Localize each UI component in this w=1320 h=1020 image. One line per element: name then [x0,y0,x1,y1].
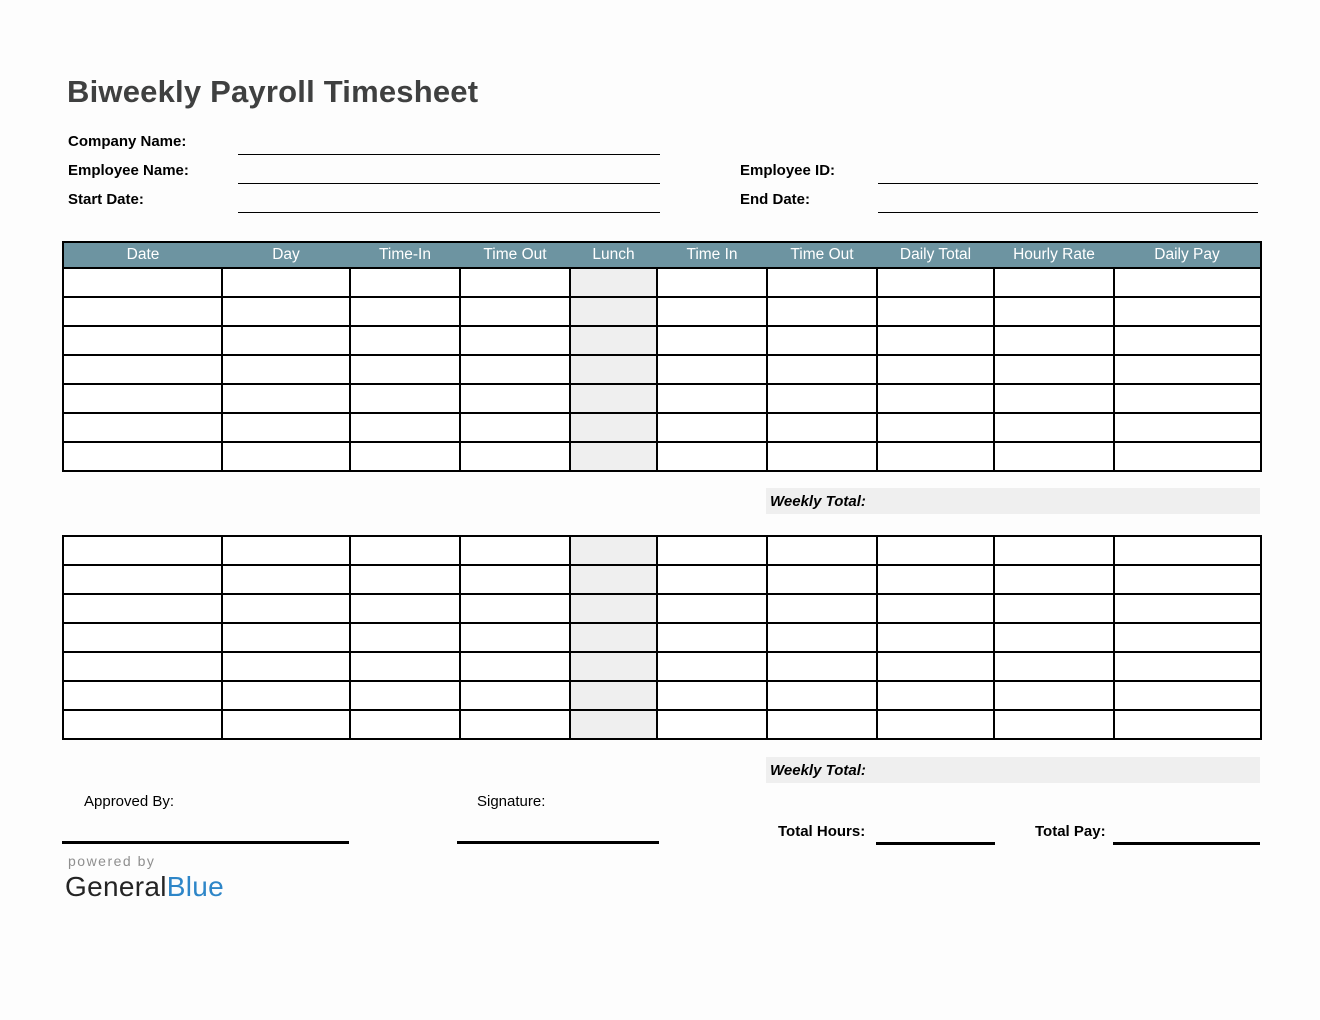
timesheet-cell[interactable] [460,442,570,471]
timesheet-cell[interactable] [994,623,1114,652]
timesheet-cell[interactable] [1114,710,1261,739]
timesheet-cell[interactable] [350,326,460,355]
employee-name-field[interactable] [238,164,660,184]
timesheet-cell[interactable] [350,710,460,739]
timesheet-cell[interactable] [657,565,767,594]
timesheet-cell[interactable] [460,594,570,623]
timesheet-cell[interactable] [460,710,570,739]
table-row [63,326,1261,355]
timesheet-cell[interactable] [657,681,767,710]
timesheet-cell[interactable] [222,355,350,384]
timesheet-cell[interactable] [1114,536,1261,565]
timesheet-cell[interactable] [994,355,1114,384]
logo-text-general: General [65,871,167,902]
powered-by-text: powered by [68,853,156,869]
timesheet-cell[interactable] [460,268,570,297]
column-header-day: Day [222,242,350,268]
timesheet-cell[interactable] [63,652,222,681]
table-row [63,652,1261,681]
employee-id-label: Employee ID: [740,162,836,179]
column-header-daily-total: Daily Total [877,242,994,268]
logo-text-blue: Blue [166,871,224,902]
timesheet-cell[interactable] [877,652,994,681]
timesheet-cell[interactable] [767,355,877,384]
timesheet-cell[interactable] [1114,268,1261,297]
timesheet-cell[interactable] [657,355,767,384]
column-header-lunch: Lunch [570,242,657,268]
timesheet-cell[interactable] [877,384,994,413]
timesheet-cell[interactable] [994,442,1114,471]
weekly-total-label: Weekly Total: [770,761,866,779]
timesheet-cell[interactable] [222,442,350,471]
timesheet-cell[interactable] [994,384,1114,413]
timesheet-cell[interactable] [1114,442,1261,471]
timesheet-cell[interactable] [222,594,350,623]
timesheet-cell[interactable] [460,681,570,710]
timesheet-cell[interactable] [350,536,460,565]
column-header-time-in: Time-In [350,242,460,268]
table-row [63,413,1261,442]
timesheet-cell[interactable] [994,652,1114,681]
timesheet-cell[interactable] [767,681,877,710]
timesheet-cell[interactable] [877,268,994,297]
timesheet-cell[interactable] [1114,681,1261,710]
timesheet-cell[interactable] [994,710,1114,739]
timesheet-cell[interactable] [570,623,657,652]
timesheet-cell[interactable] [657,326,767,355]
table-row [63,297,1261,326]
column-header-time-out: Time Out [767,242,877,268]
timesheet-cell[interactable] [222,326,350,355]
timesheet-cell[interactable] [767,442,877,471]
timesheet-cell[interactable] [657,413,767,442]
timesheet-cell[interactable] [350,652,460,681]
total-pay-field[interactable] [1113,825,1260,845]
timesheet-cell[interactable] [350,413,460,442]
timesheet-cell[interactable] [350,565,460,594]
column-header-row [63,242,1261,268]
timesheet-cell[interactable] [570,681,657,710]
timesheet-cell[interactable] [570,442,657,471]
timesheet-cell[interactable] [657,536,767,565]
start-date-label: Start Date: [68,191,144,208]
timesheet-cell[interactable] [63,355,222,384]
table-row [63,594,1261,623]
timesheet-cell[interactable] [1114,565,1261,594]
column-header-date: Date [63,242,222,268]
timesheet-cell[interactable] [1114,623,1261,652]
timesheet-cell[interactable] [460,536,570,565]
total-hours-label: Total Hours: [778,823,866,840]
timesheet-cell[interactable] [877,594,994,623]
timesheet-cell[interactable] [994,268,1114,297]
timesheet-cell[interactable] [460,297,570,326]
timesheet-cell[interactable] [994,413,1114,442]
timesheet-cell[interactable] [63,681,222,710]
timesheet-cell[interactable] [460,384,570,413]
timesheet-cell[interactable] [767,652,877,681]
timesheet-cell[interactable] [1114,413,1261,442]
total-hours-field[interactable] [876,825,995,845]
timesheet-cell[interactable] [994,594,1114,623]
timesheet-cell[interactable] [63,442,222,471]
column-header-daily-pay: Daily Pay [1114,242,1261,268]
timesheet-cell[interactable] [350,268,460,297]
timesheet-cell[interactable] [222,565,350,594]
signature-label: Signature: [477,793,546,810]
timesheet-cell[interactable] [63,536,222,565]
table-row [63,384,1261,413]
timesheet-cell[interactable] [767,297,877,326]
timesheet-cell[interactable] [657,710,767,739]
weekly-total-row-1 [766,488,1260,514]
timesheet-cell[interactable] [1114,652,1261,681]
weekly-total-row-2 [766,757,1260,783]
timesheet-cell[interactable] [63,594,222,623]
timesheet-cell[interactable] [877,297,994,326]
table-row [63,536,1261,565]
timesheet-cell[interactable] [994,536,1114,565]
signature-field[interactable] [457,824,659,844]
company-name-label: Company Name: [68,133,187,150]
timesheet-cell[interactable] [350,623,460,652]
timesheet-cell[interactable] [63,326,222,355]
company-name-field[interactable] [238,135,660,155]
page-title: Biweekly Payroll Timesheet [67,74,479,109]
timesheet-cell[interactable] [657,384,767,413]
column-header-time-in: Time In [657,242,767,268]
timesheet-cell[interactable] [657,623,767,652]
timesheet-cell[interactable] [994,681,1114,710]
table-row [63,565,1261,594]
timesheet-cell[interactable] [460,652,570,681]
end-date-label: End Date: [740,191,811,208]
timesheet-cell[interactable] [657,594,767,623]
timesheet-cell[interactable] [994,565,1114,594]
approved-by-field[interactable] [62,824,349,844]
timesheet-cell[interactable] [767,594,877,623]
timesheet-cell[interactable] [570,536,657,565]
timesheet-cell[interactable] [877,710,994,739]
timesheet-cell[interactable] [657,652,767,681]
table-row [63,268,1261,297]
timesheet-cell[interactable] [570,594,657,623]
timesheet-cell[interactable] [222,413,350,442]
timesheet-cell[interactable] [222,652,350,681]
start-date-field[interactable] [238,193,660,213]
timesheet-cell[interactable] [1114,297,1261,326]
timesheet-cell[interactable] [222,623,350,652]
timesheet-cell[interactable] [570,355,657,384]
timesheet-week-1-table [62,241,1262,472]
timesheet-cell[interactable] [222,268,350,297]
approved-by-label: Approved By: [84,793,175,810]
timesheet-cell[interactable] [877,536,994,565]
timesheet-cell[interactable] [350,297,460,326]
column-header-time-out: Time Out [460,242,570,268]
timesheet-cell[interactable] [460,623,570,652]
generalblue-logo [65,871,224,903]
timesheet-cell[interactable] [570,268,657,297]
timesheet-cell[interactable] [877,623,994,652]
timesheet-cell[interactable] [350,594,460,623]
timesheet-cell[interactable] [222,384,350,413]
timesheet-cell[interactable] [767,565,877,594]
timesheet-cell[interactable] [570,710,657,739]
timesheet-cell[interactable] [63,268,222,297]
timesheet-cell[interactable] [994,326,1114,355]
timesheet-cell[interactable] [657,268,767,297]
table-row [63,355,1261,384]
timesheet-cell[interactable] [63,710,222,739]
timesheet-cell[interactable] [877,326,994,355]
timesheet-cell[interactable] [222,710,350,739]
end-date-field[interactable] [878,193,1258,213]
timesheet-cell[interactable] [222,297,350,326]
timesheet-cell[interactable] [63,565,222,594]
employee-name-label: Employee Name: [68,162,189,179]
timesheet-cell[interactable] [350,442,460,471]
timesheet-cell[interactable] [570,652,657,681]
timesheet-cell[interactable] [767,413,877,442]
table-row [63,442,1261,471]
timesheet-cell[interactable] [767,536,877,565]
table-row [63,710,1261,739]
timesheet-cell[interactable] [460,413,570,442]
timesheet-cell[interactable] [63,384,222,413]
timesheet-cell[interactable] [657,442,767,471]
timesheet-cell[interactable] [350,355,460,384]
timesheet-cell[interactable] [460,565,570,594]
timesheet-cell[interactable] [570,297,657,326]
timesheet-cell[interactable] [877,565,994,594]
table-row [63,623,1261,652]
timesheet-cell[interactable] [570,565,657,594]
timesheet-cell[interactable] [1114,326,1261,355]
timesheet-cell[interactable] [767,326,877,355]
timesheet-cell[interactable] [63,623,222,652]
timesheet-cell[interactable] [460,326,570,355]
timesheet-cell[interactable] [460,355,570,384]
timesheet-cell[interactable] [877,413,994,442]
timesheet-cell[interactable] [767,384,877,413]
timesheet-cell[interactable] [570,413,657,442]
timesheet-cell[interactable] [767,623,877,652]
timesheet-cell[interactable] [222,536,350,565]
column-header-hourly-rate: Hourly Rate [994,242,1114,268]
timesheet-cell[interactable] [657,297,767,326]
timesheet-cell[interactable] [877,442,994,471]
table-row [63,681,1261,710]
timesheet-cell[interactable] [877,681,994,710]
timesheet-cell[interactable] [767,268,877,297]
timesheet-cell[interactable] [63,297,222,326]
timesheet-cell[interactable] [877,355,994,384]
timesheet-cell[interactable] [350,681,460,710]
timesheet-cell[interactable] [570,384,657,413]
timesheet-cell[interactable] [1114,594,1261,623]
timesheet-cell[interactable] [222,681,350,710]
timesheet-cell[interactable] [1114,384,1261,413]
weekly-total-label: Weekly Total: [770,492,866,510]
total-pay-label: Total Pay: [1035,823,1106,840]
employee-id-field[interactable] [878,164,1258,184]
timesheet-cell[interactable] [570,326,657,355]
timesheet-cell[interactable] [994,297,1114,326]
timesheet-cell[interactable] [350,384,460,413]
timesheet-cell[interactable] [1114,355,1261,384]
timesheet-week-2-table [62,535,1262,740]
timesheet-cell[interactable] [63,413,222,442]
timesheet-cell[interactable] [767,710,877,739]
